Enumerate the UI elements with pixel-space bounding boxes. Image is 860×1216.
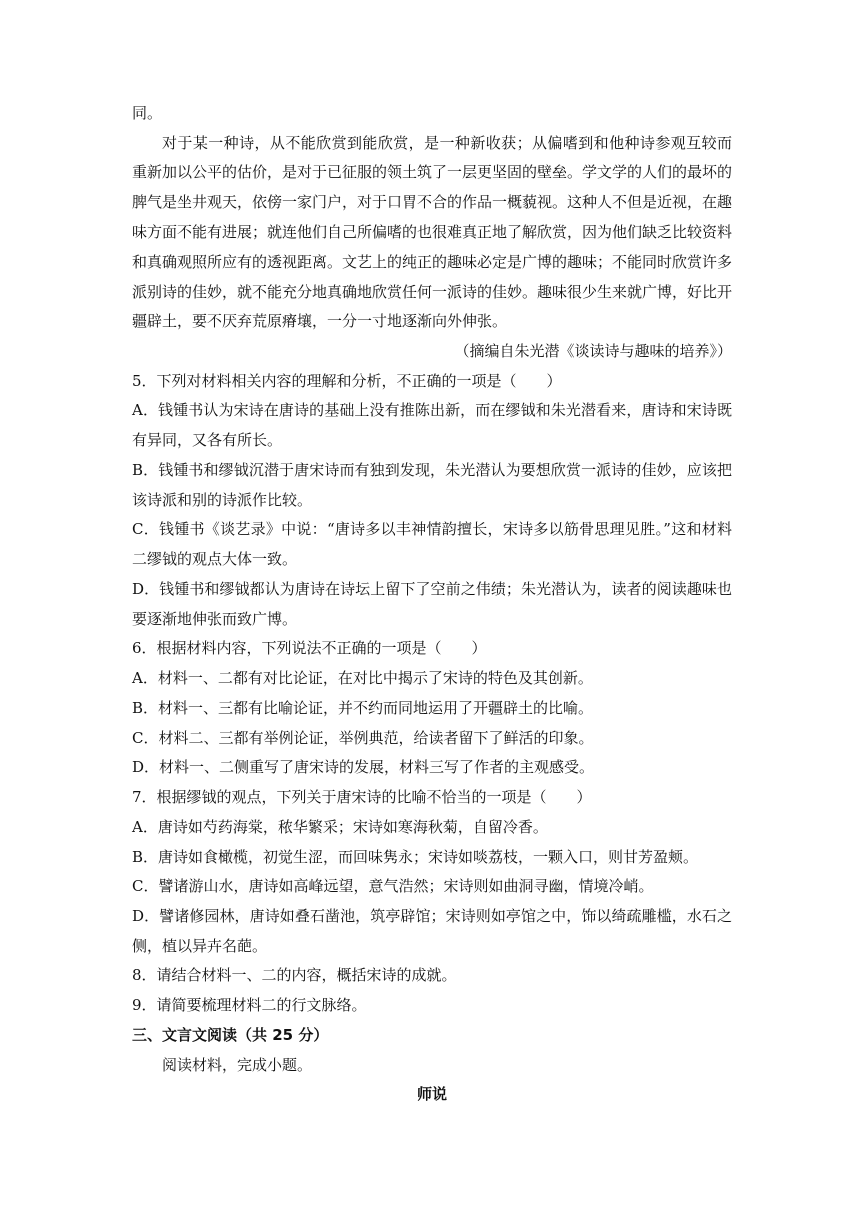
- q7-option-d-cont: 侧，植以异卉名葩。: [132, 937, 268, 955]
- q5-option-d: D．钱锺书和缪钺都认为唐诗在诗坛上留下了空前之伟绩；朱光潜认为，读者的阅读趣味也: [132, 580, 732, 598]
- passage-line: 味方面不能有进展；就连他们自己所偏嗜的也很难真正地了解欣赏，因为他们缺乏比较资料: [132, 223, 733, 241]
- q5-option-c-cont: 二缪钺的观点大体一致。: [132, 550, 298, 568]
- q5-option-b-cont: 该诗派和别的诗派作比较。: [132, 491, 313, 509]
- q7-option-c: C．譬诸游山水，唐诗如高峰远望，意气浩然；宋诗则如曲洞寻幽，情境冷峭。: [132, 877, 654, 895]
- q6-option-c: C．材料二、三都有举例论证，举例典范，给读者留下了鲜活的印象。: [132, 729, 594, 747]
- passage-line: 疆辟土，要不厌弃荒原瘠壤，一分一寸地逐渐向外伸张。: [132, 312, 508, 330]
- q5-option-a-cont: 有异同，又各有所长。: [132, 431, 283, 449]
- question-7-stem: 7．根据缪钺的观点，下列关于唐宋诗的比喻不恰当的一项是（ ）: [132, 788, 592, 806]
- question-5-stem: 5．下列对材料相关内容的理解和分析，不正确的一项是（ ）: [132, 372, 562, 390]
- question-6-stem: 6．根据材料内容，下列说法不正确的一项是（ ）: [132, 639, 487, 657]
- q7-option-a: A．唐诗如芍药海棠，秾华繁采；宋诗如寒海秋菊，自留冷香。: [132, 818, 548, 836]
- q6-option-b: B．材料一、三都有比喻论证，并不约而同地运用了开疆辟土的比喻。: [132, 699, 594, 717]
- question-9: 9．请简要梳理材料二的行文脉络。: [132, 996, 367, 1014]
- passage-line: 对于某一种诗，从不能欣赏到能欣赏，是一种新收获；从偏嗜到和他种诗参观互较而: [162, 134, 732, 152]
- q6-option-d: D．材料一、二侧重写了唐宋诗的发展，材料三写了作者的主观感受。: [132, 758, 595, 776]
- article-title: 师说: [416, 1085, 447, 1103]
- q7-option-b: B．唐诗如食橄榄，初觉生涩，而回味隽永；宋诗如啖荔枝，一颗入口，则甘芳盈颊。: [132, 848, 699, 866]
- q5-option-a: A．钱锺书认为宋诗在唐诗的基础上没有推陈出新，而在缪钺和朱光潜看来，唐诗和宋诗既: [132, 401, 732, 419]
- section-heading: 三、文言文阅读（共 25 分）: [132, 1026, 329, 1044]
- q7-option-d: D．譬诸修园林，唐诗如叠石凿池，筑亭辟馆；宋诗则如亭馆之中，饰以绮疏雕槛，水石之: [132, 907, 732, 925]
- question-8: 8．请结合材料一、二的内容，概括宋诗的成就。: [132, 966, 457, 984]
- passage-line: 重新加以公平的估价，是对于已征服的领土筑了一层更坚固的壁垒。学文学的人们的最坏的: [132, 163, 733, 181]
- reading-instruction: 阅读材料，完成小题。: [162, 1056, 313, 1074]
- q5-option-b: B．钱锺书和缪钺沉潜于唐宋诗而有独到发现，朱光潜认为要想欣赏一派诗的佳妙，应该把: [132, 461, 732, 479]
- q5-option-d-cont: 要逐渐地伸张而致广博。: [132, 610, 298, 628]
- source-citation: （摘编自朱光潜《谈读诗与趣味的培养》）: [454, 342, 732, 360]
- q5-option-c: C．钱锺书《谈艺录》中说：“唐诗多以丰神情韵擅长，宋诗多以筋骨思理见胜。”这和材料: [132, 520, 732, 538]
- passage-line: 和真确观照所应有的透视距离。文艺上的纯正的趣味必定是广博的趣味；不能同时欣赏许多: [132, 253, 733, 271]
- passage-line: 脾气是坐井观天，依傍一家门户，对于口胃不合的作品一概藐视。这种人不但是近视，在趣: [132, 193, 733, 211]
- continuation-text: 同。: [132, 104, 163, 122]
- passage-line: 派别诗的佳妙，就不能充分地真确地欣赏任何一派诗的佳妙。趣味很少生来就广博，好比开: [132, 283, 733, 301]
- q6-option-a: A．材料一、二都有对比论证，在对比中揭示了宋诗的特色及其创新。: [132, 669, 593, 687]
